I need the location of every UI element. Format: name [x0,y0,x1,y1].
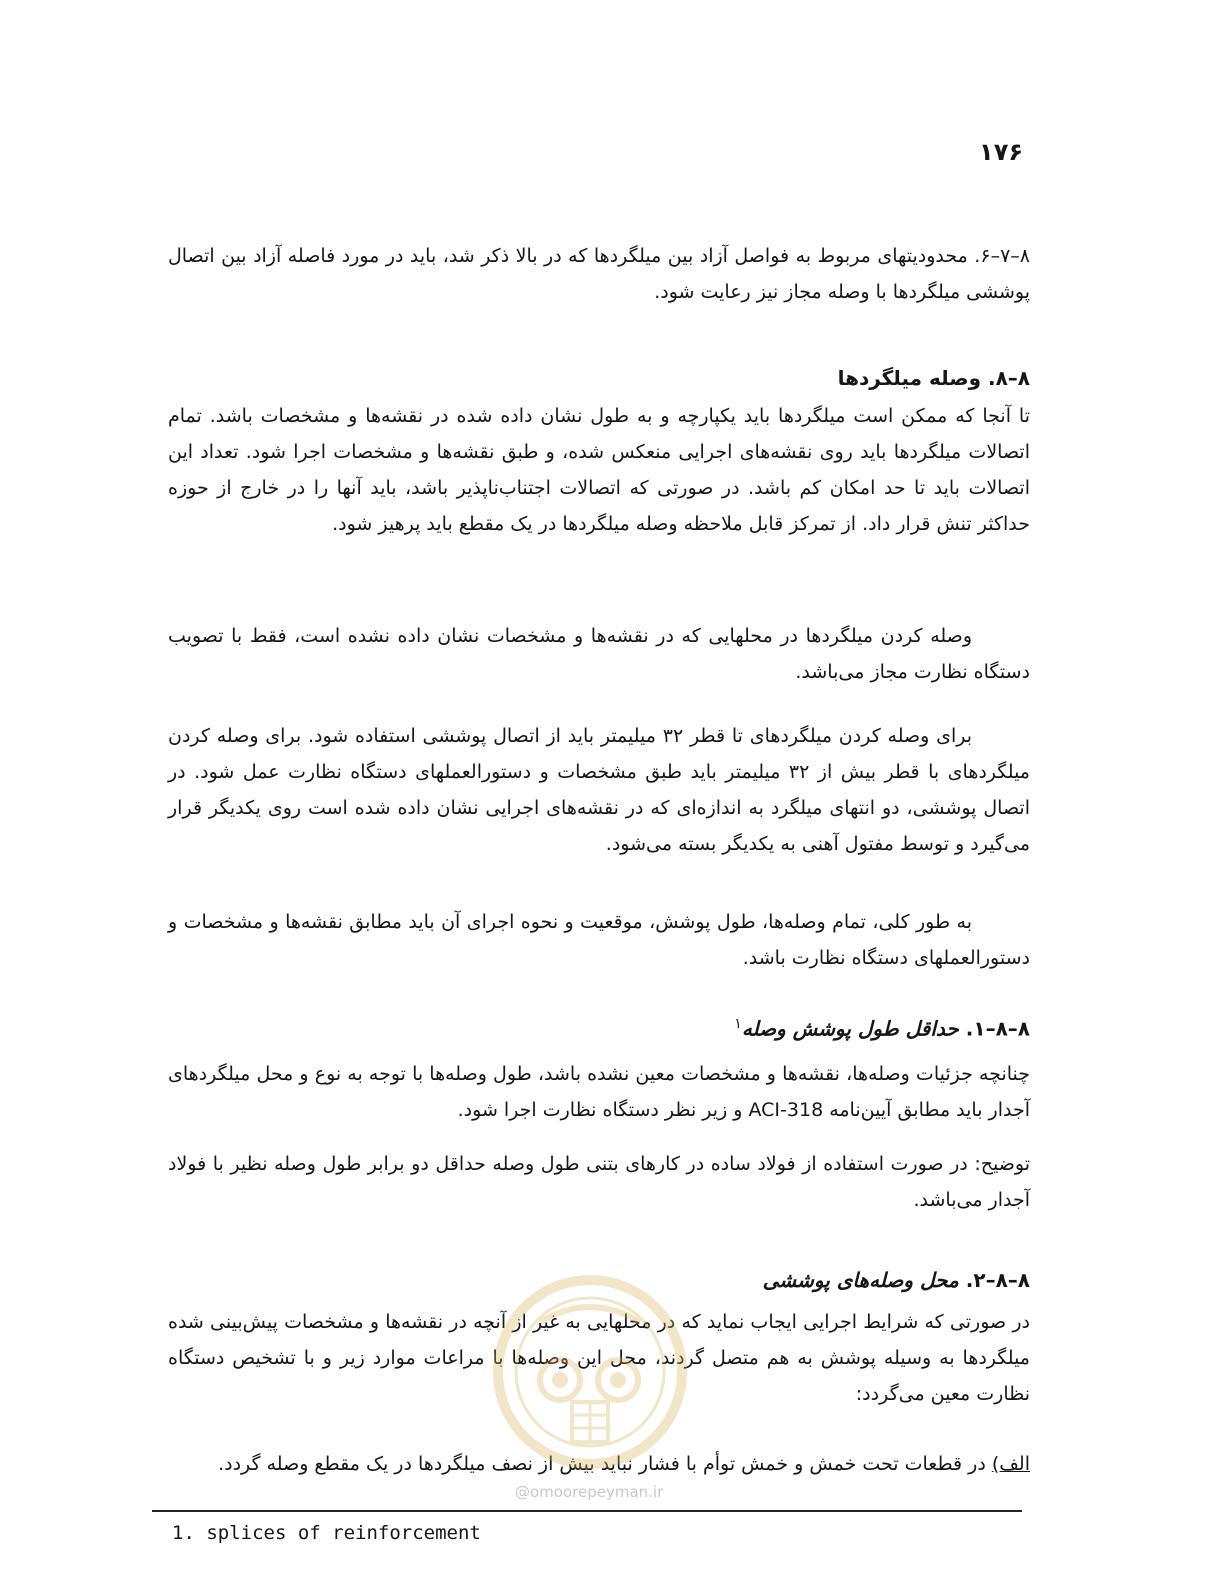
item-text-alef: در قطعات تحت خمش و خمش توأم با فشار نباید بیش از نصف میلگردها در یک مقطع وصله گردد. [218,1453,986,1475]
section-8-8-heading: ۸–۸. وصله میلگردها [837,366,1030,390]
section-8-8-paragraph-4: به طور کلی، تمام وصله‌ها، طول پوشش، موقعیت و نحوه اجرای آن باید مطابق نقشه‌ها و مشخصات و دستورالعملهای دستگاه نظارت باشد. [168,911,1030,969]
section-8-8-paragraph-2: وصله کردن میلگردها در محلهایی که در نقشه‌ها و مشخصات نشان داده نشده است، فقط با تصویب دستگاه نظارت مجاز می‌باشد. [168,625,1030,683]
section-8-8-paragraph-3: برای وصله کردن میلگردهای تا قطر ۳۲ میلیمتر باید از اتصال پوششی استفاده شود. برای وصله کردن میلگردهای با قطر بیش از ۳۲ میلیمتر باید طبق مشخصات و دستورالعملهای دستگاه نظارت عمل شود. در اتصال پوششی، دو انتهای میلگرد به اندازه‌ای که در نقشه‌های اجرایی نشان داده شده است روی یکدیگر قرار می‌گیرد و توسط مفتول آهنی به یکدیگر بسته می‌شود. [168,725,1030,855]
section-8-8-1-paragraph: چنانچه جزئیات وصله‌ها، نقشه‌ها و مشخصات معین نشده باشد، طول وصله‌ها با توجه به نوع و محل میلگردهای آجدار باید مطابق آیین‌نامه ACI-318 و زیر نظر دستگاه نظارت اجرا شود. [168,1063,1030,1121]
section-8-8-1-note [168,1146,1030,1218]
page-number: ۱۷۶ [979,138,1023,166]
footnote-divider [152,1510,1022,1512]
note-label: توضیح: [974,1153,1030,1175]
section-8-8-2-heading [763,1268,1030,1292]
section-8-7-6-text: ۸–۷–۶. محدودیتهای مربوط به فواصل آزاد بین میلگردها که در بالا ذکر شد، باید در مورد فاصله آزاد بین اتصال پوششی میلگردها با وصله مجاز نیز رعایت شود. [168,245,1030,303]
note-text: در صورت استفاده از فولاد ساده در کارهای بتنی طول وصله حداقل دو برابر طول وصله نظیر با فولاد آجدار می‌باشد. [168,1153,1030,1211]
section-8-8-paragraph-1: تا آنجا که ممکن است میلگردها باید یکپارچه و به طول نشان داده شده در نقشه‌ها و مشخصات باشد. تمام اتصالات میلگردها باید روی نقشه‌های اجرایی منعکس شده، و طبق نقشه‌ها و مشخصات اجرا شود. تعداد این اتصالات باید تا حد امکان کم باشد. در صورتی که اتصالات اجتناب‌ناپذیر باشد، باید آنها را در خارج از حوزه حداکثر تنش قرار داد. از تمرکز قابل ملاحظه وصله میلگردها در یک مقطع باید پرهیز شود. [168,405,1030,535]
section-8-8-2-paragraph: در صورتی که شرایط اجرایی ایجاب نماید که در محلهایی به غیر از آنچه در نقشه‌ها و مشخصات پیش‌بینی شده میلگردها به وسیله پوشش به هم متصل گردند، محل این وصله‌ها با مراعات موارد زیر و با تشخیص دستگاه نظارت معین می‌گردد: [168,1311,1030,1405]
section-8-8-2-number: ۸–۸–۲. [965,1268,1030,1292]
section-8-8-1-heading [734,1016,1030,1041]
section-8-8-1-number: ۸–۸–۱. [965,1016,1030,1041]
footnote-marker[interactable]: ۱ [734,1016,742,1032]
watermark-url: @omoorepeyman.ir [515,1483,664,1501]
section-8-8-2-title: محل وصله‌های پوششی [762,1268,959,1292]
footnote: 1. splices of reinforcement [172,1522,481,1544]
item-label-alef: الف) [991,1453,1030,1475]
section-8-8-1-title: حداقل طول پوشش وصله [741,1016,959,1041]
section-8-8-2-item-a [160,1446,1030,1482]
